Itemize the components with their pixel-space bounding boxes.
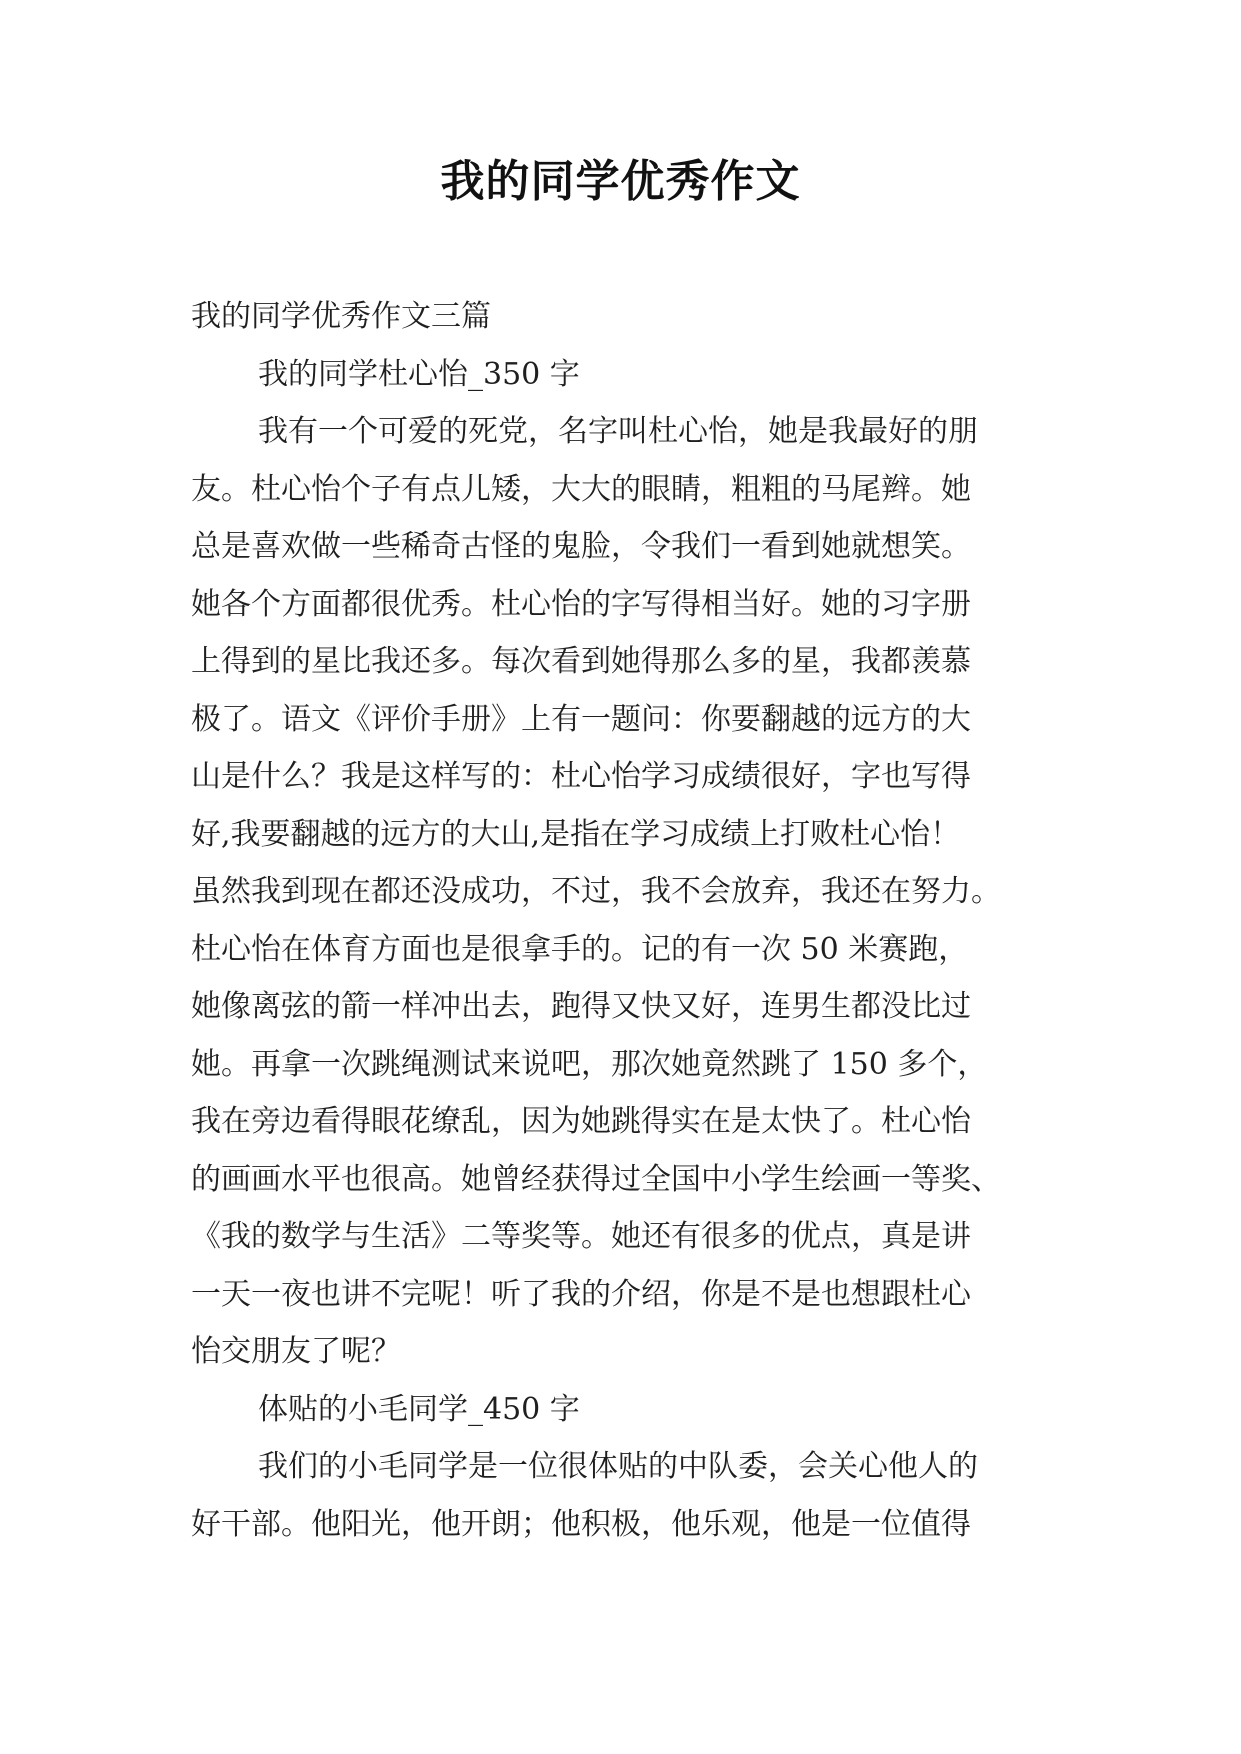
document-title: 我的同学优秀作文: [440, 156, 801, 207]
paragraph-line: 山是什么？我是这样写的：杜心怡学习成绩很好，字也写得: [191, 759, 971, 794]
collection-heading: 我的同学优秀作文三篇: [191, 299, 491, 334]
paragraph-line: 好干部。他阳光，他开朗；他积极，他乐观，他是一位值得: [191, 1506, 971, 1542]
paragraph-line: 杜心怡在体育方面也是很拿手的。记的有一次 50 米赛跑，: [191, 931, 969, 967]
document-body: [191, 288, 1051, 1553]
paragraph-line: 虽然我到现在都还没成功，不过，我不会放弃，我还在努力。: [191, 874, 1001, 909]
paragraph-line: 上得到的星比我还多。每次看到她得那么多的星，我都羡慕: [191, 644, 971, 679]
paragraph-line: 她各个方面都很优秀。杜心怡的字写得相当好。她的习字册: [191, 586, 971, 622]
paragraph-line: 我有一个可爱的死党，名字叫杜心怡，她是我最好的朋: [258, 414, 978, 449]
paragraph-line: 我们的小毛同学是一位很体贴的中队委，会关心他人的: [258, 1449, 978, 1484]
paragraph-line: 友。杜心怡个子有点儿矮，大大的眼睛，粗粗的马尾辫。她: [191, 471, 971, 507]
paragraph-line: 她像离弦的箭一样冲出去，跑得又快又好，连男生都没比过: [191, 989, 971, 1024]
paragraph-line: 怡交朋友了呢？: [191, 1334, 401, 1369]
paragraph-line: 极了。语文《评价手册》上有一题问：你要翻越的远方的大: [191, 701, 971, 737]
paragraph-line: 总是喜欢做一些稀奇古怪的鬼脸，令我们一看到她就想笑。: [191, 529, 971, 564]
essay-1-heading: 我的同学杜心怡_350 字: [258, 356, 580, 392]
paragraph-line: 她。再拿一次跳绳测试来说吧，那次她竟然跳了 150 多个，: [191, 1046, 988, 1082]
paragraph-line: 《我的数学与生活》二等奖等。她还有很多的优点，真是讲: [191, 1219, 971, 1254]
paragraph-line: 我在旁边看得眼花缭乱，因为她跳得实在是太快了。杜心怡: [191, 1104, 971, 1139]
paragraph-line: 好,我要翻越的远方的大山,是指在学习成绩上打败杜心怡！: [191, 816, 961, 852]
paragraph-line: 一天一夜也讲不完呢！听了我的介绍，你是不是也想跟杜心: [191, 1276, 971, 1312]
essay-2-heading: 体贴的小毛同学_450 字: [258, 1391, 580, 1427]
paragraph-line: 的画画水平也很高。她曾经获得过全国中小学生绘画一等奖、: [191, 1161, 1001, 1197]
